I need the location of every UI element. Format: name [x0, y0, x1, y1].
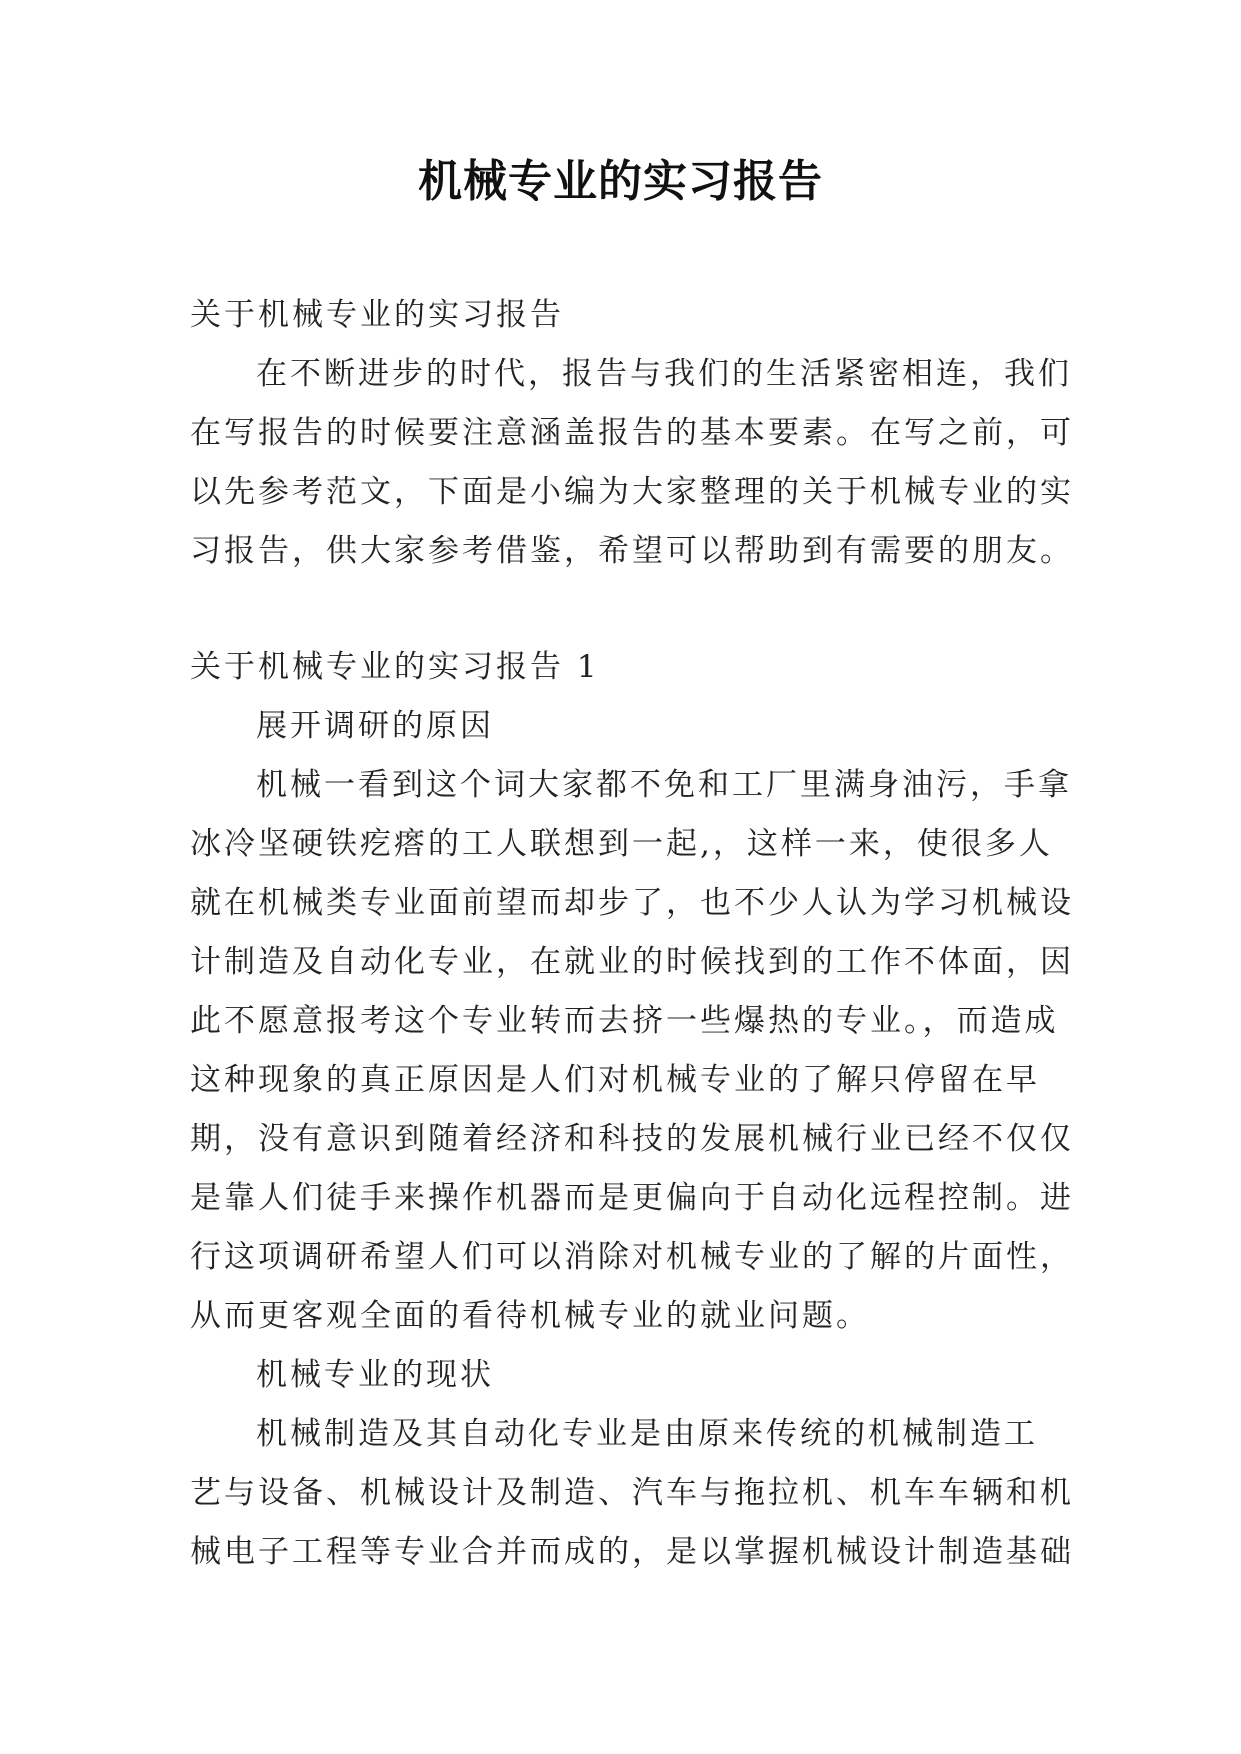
paragraph-line: 就在机械类专业面前望而却步了，也不少人认为学习机械设: [190, 885, 1074, 921]
paragraph-line: 这种现象的真正原因是人们对机械专业的了解只停留在早: [190, 1062, 1040, 1098]
subheading-current-status: 机械专业的现状: [256, 1357, 494, 1393]
intro-paragraph-line: 以先参考范文，下面是小编为大家整理的关于机械专业的实: [190, 474, 1074, 510]
intro-heading: 关于机械专业的实习报告: [190, 297, 564, 333]
paragraph-line: 行这项调研希望人们可以消除对机械专业的了解的片面性，: [190, 1239, 1074, 1275]
paragraph-line: 冰冷坚硬铁疙瘩的工人联想到一起,，这样一来，使很多人: [190, 826, 1053, 862]
document-title: 机械专业的实习报告: [418, 156, 823, 207]
paragraph-line: 从而更客观全面的看待机械专业的就业问题。: [190, 1298, 870, 1334]
paragraph-line: 械电子工程等专业合并而成的，是以掌握机械设计制造基础: [190, 1534, 1074, 1570]
paragraph-line: 期，没有意识到随着经济和科技的发展机械行业已经不仅仅: [190, 1121, 1074, 1157]
intro-paragraph-line: 习报告，供大家参考借鉴，希望可以帮助到有需要的朋友。: [190, 533, 1074, 569]
subheading-research-reason: 展开调研的原因: [256, 708, 494, 744]
intro-paragraph-line: 在写报告的时候要注意涵盖报告的基本要素。在写之前，可: [190, 415, 1074, 451]
paragraph-line: 艺与设备、机械设计及制造、汽车与拖拉机、机车车辆和机: [190, 1475, 1074, 1511]
intro-section: [190, 286, 1074, 581]
paragraph-line: 是靠人们徒手来操作机器而是更偏向于自动化远程控制。进: [190, 1180, 1074, 1216]
paragraph-line: 此不愿意报考这个专业转而去挤一些爆热的专业。，而造成: [190, 1003, 1059, 1039]
paragraph-line: 机械一看到这个词大家都不免和工厂里满身油污，手拿: [256, 767, 1072, 803]
paragraph-line: 计制造及自动化专业，在就业的时候找到的工作不体面，因: [190, 944, 1074, 980]
intro-paragraph-line: 在不断进步的时代，报告与我们的生活紧密相连，我们: [256, 356, 1072, 392]
section-1-heading: 关于机械专业的实习报告 1: [190, 649, 600, 685]
paragraph-line: 机械制造及其自动化专业是由原来传统的机械制造工: [256, 1416, 1038, 1452]
section-1: [190, 638, 1074, 1582]
